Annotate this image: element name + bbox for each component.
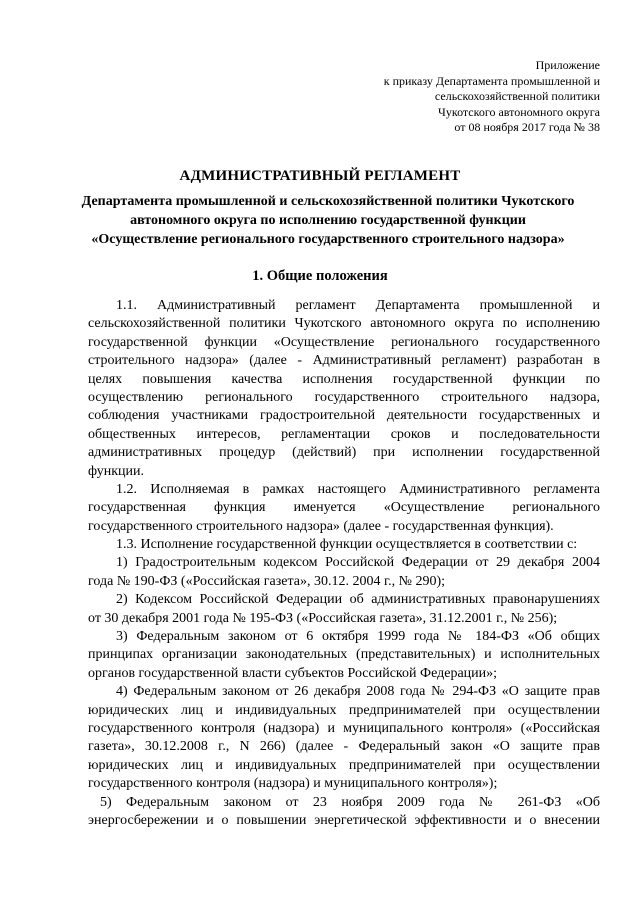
paragraph-line: соблюдения участниками градостроительной деятельности государственных и: [88, 408, 600, 424]
appendix-line: Чукотского автономного округа: [438, 104, 600, 119]
paragraph-line: юридических лиц и индивидуальных предпринимателей при осуществлении: [88, 702, 600, 718]
paragraph-line: строительного надзора» (далее - Административный регламент) разработан в: [88, 353, 600, 369]
paragraph-line: целях повышения качества исполнения государственной функции по: [88, 371, 600, 387]
paragraph-line: 5) Федеральным законом от 23 ноября 2009 года № 261-ФЗ «Об: [100, 794, 600, 810]
paragraph-line: функции.: [88, 463, 144, 479]
subtitle-line: автономного округа по исполнению государственной функции: [130, 213, 526, 228]
appendix-line: от 08 ноября 2017 года № 38: [454, 120, 600, 134]
paragraph-line: государственного контроля (надзора) и муниципального контроля»);: [88, 776, 498, 792]
subtitle-line: «Осуществление регионального государственного строительного надзора»: [91, 232, 565, 247]
paragraph-line: энергосбережении и о повышении энергетической эффективности и о внесении: [88, 812, 600, 828]
document-title: АДМИНИСТРАТИВНЫЙ РЕГЛАМЕНТ: [179, 168, 461, 184]
paragraph-line: юридических лиц и индивидуальных предпринимателей при осуществлении: [88, 757, 600, 773]
paragraph-line: 3) Федеральным законом от 6 октября 1999 года № 184-ФЗ «Об общих: [116, 629, 600, 645]
paragraph-line: 2) Кодексом Российской Федерации об административных правонарушениях: [116, 592, 600, 608]
appendix-line: к приказу Департамента промышленной и: [383, 73, 600, 88]
paragraph-line: 4) Федеральным законом от 26 декабря 2008 года № 294-ФЗ «О защите прав: [116, 684, 600, 700]
paragraph-line: 1.2. Исполняемая в рамках настоящего Административного регламента: [116, 481, 600, 497]
paragraph-line: государственного строительного надзора» (далее - государственная функция).: [88, 518, 554, 534]
paragraph-line: года № 190-ФЗ («Российская газета», 30.12. 2004 г., № 290);: [88, 573, 446, 589]
paragraph-line: 1) Градостроительным кодексом Российской Федерации от 29 декабря 2004: [116, 555, 600, 571]
section-heading: 1. Общие положения: [252, 268, 388, 284]
paragraph-line: сельскохозяйственной политики Чукотского автономного округа по исполнению: [88, 316, 600, 332]
appendix-line: сельскохозяйственной политики: [434, 89, 600, 103]
paragraph-line: государственная функция именуется «Осуществление регионального: [88, 500, 600, 516]
appendix-note: [384, 58, 600, 136]
paragraph-line: административных процедур (действий) при исполнении государственной: [88, 445, 600, 461]
paragraph-line: 1.3. Исполнение государственной функции осуществляется в соответствии с:: [116, 537, 578, 553]
paragraph-line: общественных интересов, регламентации сроков и последовательности: [88, 426, 600, 442]
paragraph-line: осуществлению регионального государственного строительного надзора,: [88, 389, 600, 405]
paragraph-line: газета», 30.12.2008 г., N 266) (далее - Федеральный закон «О защите прав: [88, 739, 600, 755]
appendix-line: Приложение: [535, 58, 600, 72]
subtitle-line: Департамента промышленной и сельскохозяйственной политики Чукотского: [81, 194, 575, 209]
paragraph-line: от 30 декабря 2001 года № 195-ФЗ («Российская газета», 31.12.2001 г., № 256);: [88, 610, 558, 626]
paragraph-line: принципах организации законодательных (представительных) и исполнительных: [88, 647, 600, 663]
paragraph-line: государственного контроля (надзора) и муниципального контроля» («Российская: [88, 720, 600, 736]
paragraph-line: 1.1. Административный регламент Департамента промышленной и: [116, 298, 600, 313]
paragraph-line: государственной функции «Осуществление регионального государственного: [88, 334, 600, 350]
document-body: [88, 297, 600, 830]
document-subtitle: [50, 192, 606, 249]
paragraph-line: органов государственной власти субъектов Российской Федерации»;: [88, 665, 498, 681]
